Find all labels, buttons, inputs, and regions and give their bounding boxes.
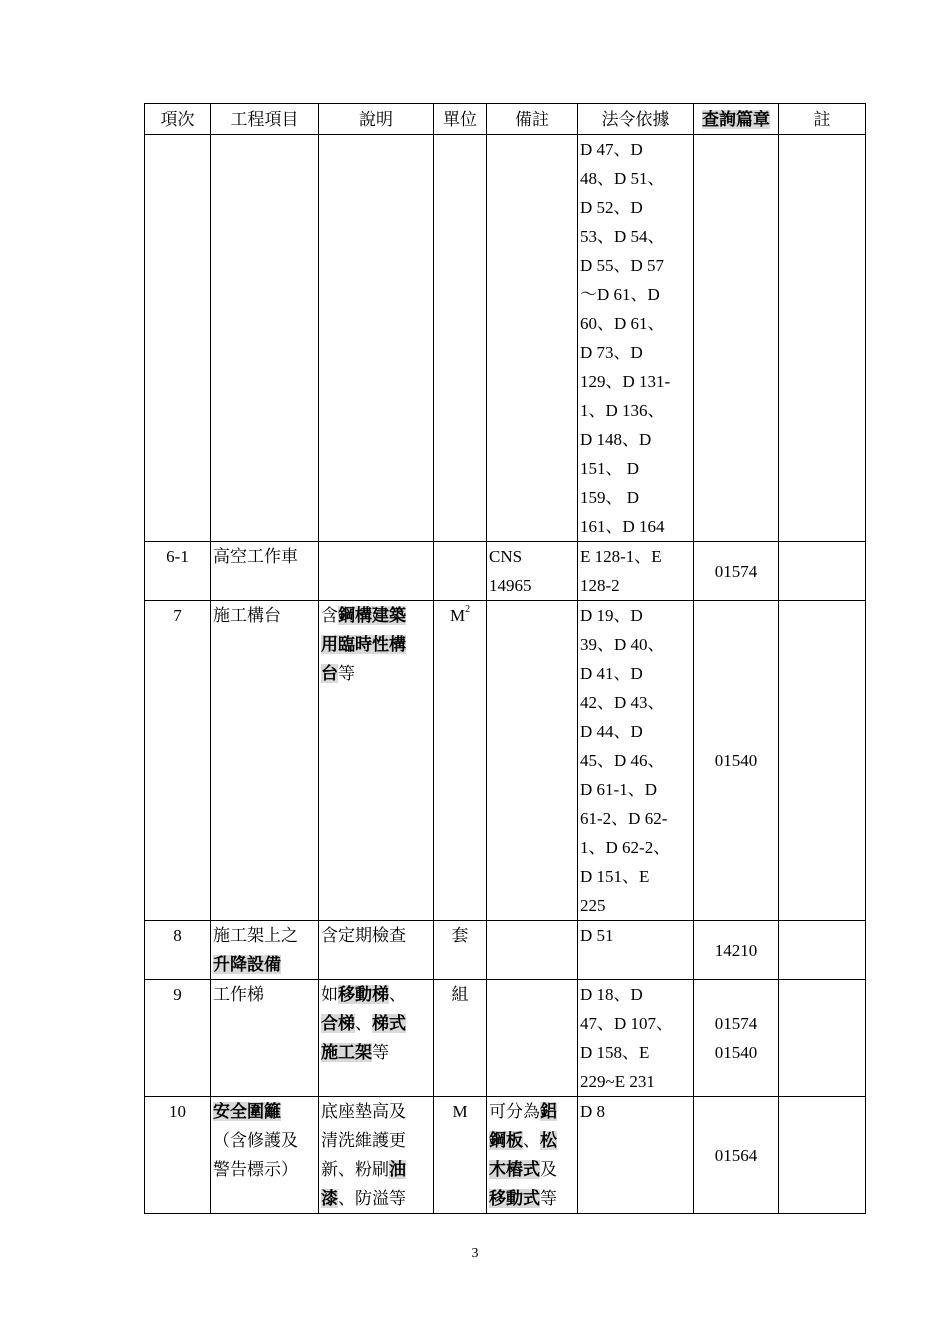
unit-text: M bbox=[449, 606, 466, 625]
column-header-label: 單位 bbox=[443, 109, 477, 129]
chapter-code: 01574 bbox=[714, 561, 758, 581]
legal-basis-cell bbox=[578, 542, 694, 601]
highlighted-term: 松 木樁式 bbox=[489, 1131, 557, 1179]
highlighted-term: 移動梯 bbox=[338, 985, 389, 1004]
regulation-table bbox=[144, 103, 866, 1214]
highlighted-term: 梯式 施工架 bbox=[321, 1014, 406, 1062]
legal-basis: D 8 bbox=[580, 1102, 606, 1121]
description-cell bbox=[319, 601, 434, 921]
table-row bbox=[145, 542, 866, 601]
chapter-cell bbox=[694, 135, 779, 542]
legal-basis: D 47、D 48、D 51、 D 52、D 53、D 54、 D 55、D 57 ～D 61、D 60、D 61、 D 73、D 129、D 131- 1、D 136、 D 148、D 151、 D 159、 D 161、D 164 bbox=[580, 140, 671, 536]
remark-cell bbox=[487, 980, 578, 1097]
column-header bbox=[694, 104, 779, 135]
text-run: 及 bbox=[540, 1160, 557, 1179]
table-row bbox=[145, 921, 866, 980]
chapter-code: 01574 01540 bbox=[714, 1014, 758, 1062]
text-run: （含修護及 警告標示） bbox=[213, 1131, 298, 1179]
column-header bbox=[211, 104, 319, 135]
chapter-cell bbox=[694, 980, 779, 1097]
column-header-label: 說明 bbox=[359, 109, 393, 129]
unit-cell bbox=[434, 135, 487, 542]
highlighted-term: 升降設備 bbox=[213, 955, 281, 974]
chapter-cell bbox=[694, 1097, 779, 1214]
item-number-cell bbox=[145, 980, 211, 1097]
item-number-cell bbox=[145, 542, 211, 601]
page-number: 3 bbox=[471, 1246, 479, 1261]
column-header-label: 備註 bbox=[515, 109, 549, 129]
text-run: 含 bbox=[321, 606, 338, 625]
legal-basis: D 18、D 47、D 107、 D 158、E 229~E 231 bbox=[580, 985, 674, 1091]
description-cell bbox=[319, 921, 434, 980]
chapter-code: 14210 bbox=[714, 940, 758, 960]
legal-basis: E 128-1、E 128-2 bbox=[580, 547, 662, 595]
column-header bbox=[779, 104, 866, 135]
unit-text: 組 bbox=[451, 985, 469, 1004]
text-run: 高空工作車 bbox=[213, 547, 298, 566]
description bbox=[319, 980, 433, 1067]
remark-cell bbox=[487, 601, 578, 921]
remark-cell bbox=[487, 921, 578, 980]
item-number: 8 bbox=[173, 926, 182, 945]
work-item bbox=[211, 921, 318, 979]
item-number-cell bbox=[145, 601, 211, 921]
note-cell bbox=[779, 1097, 866, 1214]
description bbox=[319, 921, 433, 950]
chapter-cell bbox=[694, 601, 779, 921]
legal-basis-cell bbox=[578, 135, 694, 542]
text-run: 工作梯 bbox=[213, 985, 264, 1004]
unit bbox=[434, 980, 486, 1009]
table-body bbox=[145, 135, 866, 1214]
text-run: 如 bbox=[321, 985, 338, 1004]
highlighted-term: 鋼構建築 用臨時性構 台 bbox=[321, 606, 406, 683]
legal-basis: D 51 bbox=[580, 926, 614, 945]
item-number: 10 bbox=[169, 1102, 186, 1121]
table-row bbox=[145, 601, 866, 921]
column-header-label: 查詢篇章 bbox=[702, 109, 770, 129]
chapter-code: 01564 bbox=[714, 1145, 758, 1165]
unit-text: M bbox=[452, 1102, 468, 1121]
table-row bbox=[145, 135, 866, 542]
text-run: 、 bbox=[523, 1131, 540, 1150]
unit-cell bbox=[434, 601, 487, 921]
unit-superscript: 2 bbox=[465, 604, 471, 615]
unit bbox=[434, 921, 486, 950]
text-run: 、 bbox=[355, 1014, 372, 1033]
work-item bbox=[211, 542, 318, 571]
item-number-cell bbox=[145, 921, 211, 980]
note-cell bbox=[779, 921, 866, 980]
note-cell bbox=[779, 542, 866, 601]
unit-cell bbox=[434, 980, 487, 1097]
legal-basis-cell bbox=[578, 1097, 694, 1214]
unit bbox=[434, 1097, 486, 1126]
column-header-label: 工程項目 bbox=[230, 109, 299, 129]
description bbox=[319, 601, 433, 688]
work-item bbox=[211, 1097, 318, 1184]
item-number-cell bbox=[145, 135, 211, 542]
column-header-label: 註 bbox=[813, 109, 831, 129]
description-cell bbox=[319, 135, 434, 542]
text-run: 、防溢等 bbox=[338, 1189, 406, 1208]
item-number: 9 bbox=[173, 985, 182, 1004]
legal-basis-cell bbox=[578, 980, 694, 1097]
unit-text: 套 bbox=[451, 926, 469, 945]
highlighted-term: 移動式 bbox=[489, 1189, 540, 1208]
unit-cell bbox=[434, 1097, 487, 1214]
remark-cell bbox=[487, 1097, 578, 1214]
work-item-cell bbox=[211, 601, 319, 921]
text-run: CNS 14965 bbox=[489, 547, 532, 595]
note-cell bbox=[779, 980, 866, 1097]
unit bbox=[434, 601, 486, 630]
table-header-row bbox=[145, 104, 866, 135]
text-run: 、 bbox=[389, 985, 406, 1004]
remark-cell bbox=[487, 135, 578, 542]
unit-cell bbox=[434, 542, 487, 601]
work-item-cell bbox=[211, 980, 319, 1097]
highlighted-term: 油 漆 bbox=[321, 1160, 406, 1208]
highlighted-term: 鋁 鋼板 bbox=[489, 1102, 557, 1150]
column-header-label: 項次 bbox=[160, 109, 195, 129]
highlighted-term: 合梯 bbox=[321, 1014, 355, 1033]
chapter-code: 01540 bbox=[714, 751, 758, 770]
work-item-cell bbox=[211, 135, 319, 542]
column-header bbox=[319, 104, 434, 135]
description-cell bbox=[319, 542, 434, 601]
item-number-cell bbox=[145, 1097, 211, 1214]
text-run: 底座墊高及 清洗維護更 新、粉刷 bbox=[321, 1102, 406, 1179]
work-item-cell bbox=[211, 542, 319, 601]
legal-basis: D 19、D 39、D 40、 D 41、D 42、D 43、 D 44、D 45、D 46、 D 61-1、D 61-2、D 62- 1、D 62-2、 D 151、E 225 bbox=[580, 606, 671, 915]
column-header bbox=[578, 104, 694, 135]
column-header bbox=[434, 104, 487, 135]
legal-basis-cell bbox=[578, 921, 694, 980]
text-run: 等 bbox=[540, 1189, 557, 1208]
legal-basis-cell bbox=[578, 601, 694, 921]
note-cell bbox=[779, 601, 866, 921]
text-run: 等 bbox=[372, 1043, 389, 1062]
work-item bbox=[211, 980, 318, 1009]
item-number: 7 bbox=[173, 606, 182, 625]
description-cell bbox=[319, 1097, 434, 1214]
item-number: 6-1 bbox=[166, 547, 189, 566]
remark bbox=[487, 542, 577, 600]
description bbox=[319, 1097, 433, 1213]
work-item-cell bbox=[211, 1097, 319, 1214]
chapter-cell bbox=[694, 542, 779, 601]
text-run: 施工構台 bbox=[213, 606, 281, 625]
column-header-label: 法令依據 bbox=[601, 109, 670, 129]
remark-cell bbox=[487, 542, 578, 601]
note-cell bbox=[779, 135, 866, 542]
work-item-cell bbox=[211, 921, 319, 980]
text-run: 含定期檢查 bbox=[321, 926, 406, 945]
table-row bbox=[145, 980, 866, 1097]
text-run: 可分為 bbox=[489, 1102, 540, 1121]
work-item bbox=[211, 601, 318, 630]
column-header bbox=[145, 104, 211, 135]
description-cell bbox=[319, 980, 434, 1097]
text-run: 等 bbox=[338, 664, 355, 683]
highlighted-term: 安全圍籬 bbox=[213, 1102, 281, 1121]
text-run: 施工架上之 bbox=[213, 926, 298, 945]
remark bbox=[487, 1097, 577, 1213]
chapter-cell bbox=[694, 921, 779, 980]
table-row bbox=[145, 1097, 866, 1214]
unit-cell bbox=[434, 921, 487, 980]
column-header bbox=[487, 104, 578, 135]
